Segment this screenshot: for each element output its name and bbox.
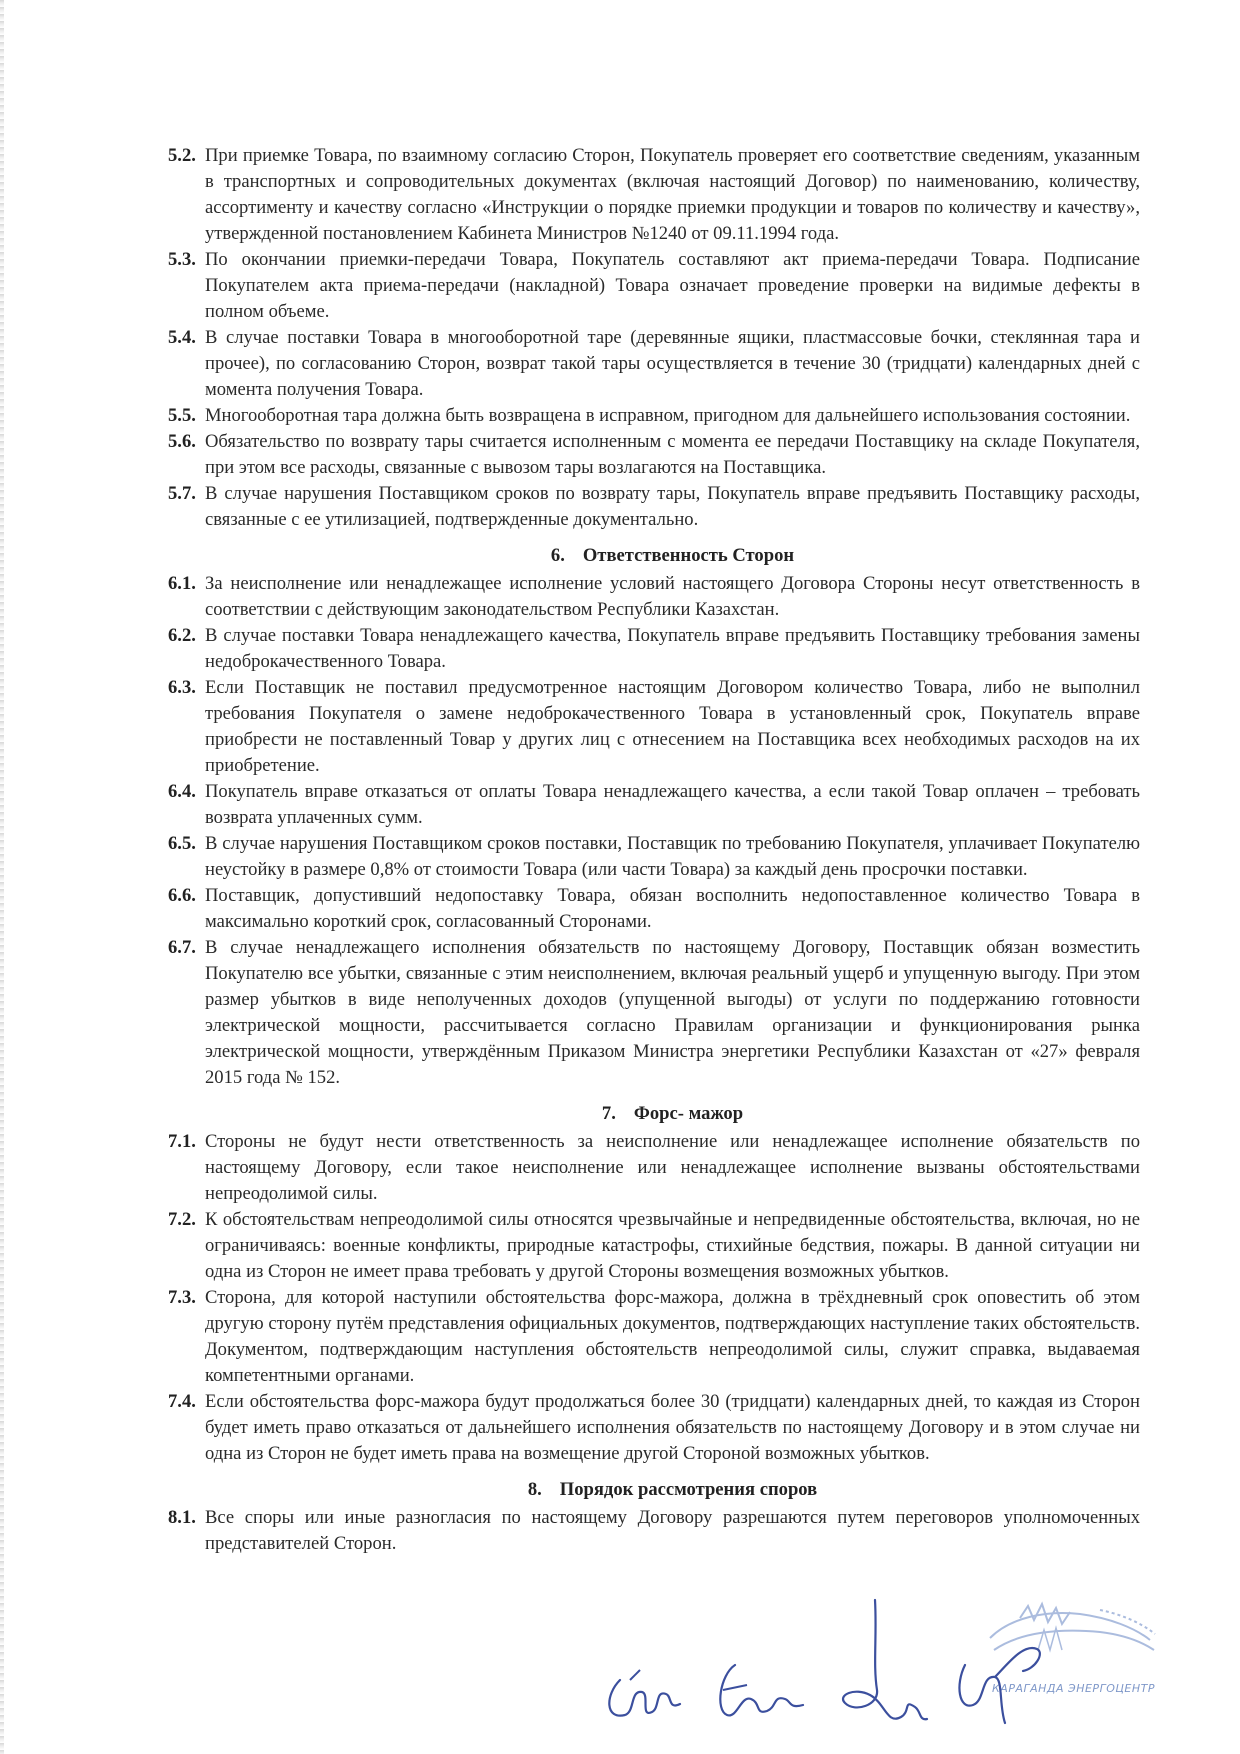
clause-7-4 bbox=[168, 1389, 1140, 1467]
clause-5-6 bbox=[168, 429, 1140, 481]
clause-text: В случае нарушения Поставщиком сроков по возврату тары, Покупатель вправе предъявить Поставщику расходы, связанные с ее утилизацией, подтвержденные документально. bbox=[205, 483, 1140, 530]
clause-7-2 bbox=[168, 1207, 1140, 1285]
clause-5-7 bbox=[168, 481, 1140, 533]
clause-number: 5.2. bbox=[168, 145, 196, 166]
clause-6-1 bbox=[168, 571, 1140, 623]
stamp-text: КАРАГАНДА ЭНЕРГОЦЕНТР bbox=[992, 1682, 1155, 1695]
clause-number: 6.1. bbox=[168, 573, 196, 594]
clause-text: Стороны не будут нести ответственность за неисполнение или ненадлежащее исполнение обязательств по настоящему Договору, если такое неисполнение или ненадлежащее исполнение вызваны обстоятельствами непреодолимой силы. bbox=[205, 1131, 1140, 1204]
section-6 bbox=[168, 543, 1140, 1091]
clause-number: 7.3. bbox=[168, 1287, 196, 1308]
signatures-area bbox=[600, 1625, 1160, 1745]
clause-number: 8.1. bbox=[168, 1507, 196, 1528]
clause-5-4 bbox=[168, 325, 1140, 403]
clause-text: Если Поставщик не поставил предусмотренное настоящим Договором количество Товара, либо не выполнил требования Покупателя о замене недоброкачественного Товара в установленный срок, Покупатель вправе приобрести не поставленный Товар у других лиц с отнесением на Поставщика всех необходимых расходов на их приобретение. bbox=[205, 677, 1140, 776]
clause-number: 6.4. bbox=[168, 781, 196, 802]
clause-6-3 bbox=[168, 675, 1140, 779]
section-7 bbox=[168, 1101, 1140, 1467]
clause-6-5 bbox=[168, 831, 1140, 883]
clause-text: Все споры или иные разногласия по настоящему Договору разрешаются путем переговоров уполномоченных представителей Сторон. bbox=[205, 1507, 1140, 1554]
signature-3 bbox=[815, 1595, 935, 1745]
clause-number: 7.2. bbox=[168, 1209, 196, 1230]
clause-number: 5.5. bbox=[168, 405, 196, 426]
section-number: 7. bbox=[601, 1103, 616, 1124]
signature-1 bbox=[600, 1660, 690, 1740]
clause-text: В случае ненадлежащего исполнения обязательств по настоящему Договору, Поставщик обязан возместить Покупателю все убытки, связанные с этим неисполнением, включая реальный ущерб и упущенную выгоду. При этом размер убытков в виде неполученных доходов (упущенной выгоды) от услуги по поддержанию готовности электрической мощности, рассчитывается согласно Правилам организации и функционирования рынка электрической мощности, утверждённым Приказом Министра энергетики Республики Казахстан от «27» февраля 2015 года № 152. bbox=[205, 937, 1140, 1088]
signature-4 bbox=[945, 1635, 1055, 1730]
clause-number: 6.6. bbox=[168, 885, 196, 906]
section-heading bbox=[168, 1101, 1140, 1127]
clause-text: В случае поставки Товара в многооборотной таре (деревянные ящики, пластмассовые бочки, стеклянная тара и прочее), по согласованию Сторон, возврат такой тары осуществляется в течение 30 (тридцати) календарных дней с момента получения Товара. bbox=[205, 327, 1140, 400]
clause-6-7 bbox=[168, 935, 1140, 1091]
clause-number: 5.7. bbox=[168, 483, 196, 504]
clause-text: Многооборотная тара должна быть возвращена в исправном, пригодном для дальнейшего использования состоянии. bbox=[205, 405, 1131, 426]
clause-text: В случае нарушения Поставщиком сроков поставки, Поставщик по требованию Покупателя, уплачивает Покупателю неустойку в размере 0,8% от стоимости Товара (или части Товара) за каждый день просрочки поставки. bbox=[205, 833, 1140, 880]
clause-6-4 bbox=[168, 779, 1140, 831]
clause-5-2 bbox=[168, 143, 1140, 247]
section-heading bbox=[168, 543, 1140, 569]
section-heading bbox=[168, 1477, 1140, 1503]
scan-edge-artifact bbox=[0, 0, 4, 1754]
clause-number: 6.2. bbox=[168, 625, 196, 646]
section-number: 6. bbox=[550, 545, 565, 566]
clause-7-1 bbox=[168, 1129, 1140, 1207]
clause-8-1 bbox=[168, 1505, 1140, 1557]
signature-2 bbox=[705, 1655, 815, 1740]
clause-text: К обстоятельствам непреодолимой силы относятся чрезвычайные и непредвиденные обстоятельства, включая, но не ограничиваясь: военные конфликты, природные катастрофы, стихийные бедствия, пожары. В данной ситуации ни одна из Сторон не имеет права требовать у другой Стороны возмещения возможных убытков. bbox=[205, 1209, 1140, 1282]
section-8 bbox=[168, 1477, 1140, 1557]
clause-number: 6.7. bbox=[168, 937, 196, 958]
clause-text: В случае поставки Товара ненадлежащего качества, Покупатель вправе предъявить Поставщику требования замены недоброкачественного Товара. bbox=[205, 625, 1140, 672]
clause-number: 7.4. bbox=[168, 1391, 196, 1412]
clause-text: При приемке Товара, по взаимному согласию Сторон, Покупатель проверяет его соответствие сведениям, указанным в транспортных и сопроводительных документах (включая настоящий Договор) по наименованию, количеству, ассортименту и качеству согласно «Инструкции о порядке приемки продукции и товаров по количеству и качеству», утвержденной постановлением Кабинета Министров №1240 от 09.11.1994 года. bbox=[205, 145, 1140, 244]
section-title: Порядок рассмотрения споров bbox=[559, 1479, 818, 1500]
section-number: 8. bbox=[527, 1479, 542, 1500]
clause-5-5 bbox=[168, 403, 1140, 429]
section-title: Форс- мажор bbox=[633, 1103, 744, 1124]
document-body bbox=[168, 143, 1140, 1557]
clause-text: Покупатель вправе отказаться от оплаты Товара ненадлежащего качества, а если такой Товар оплачен – требовать возврата уплаченных сумм. bbox=[205, 781, 1140, 828]
clause-text: Если обстоятельства форс-мажора будут продолжаться более 30 (тридцати) календарных дней, то каждая из Сторон будет иметь право отказаться от дальнейшего исполнения обязательств по настоящему Договору и в этом случае ни одна из Сторон не будет иметь права на возмещение другой Стороной возможных убытков. bbox=[205, 1391, 1140, 1464]
clause-number: 6.5. bbox=[168, 833, 196, 854]
clause-6-6 bbox=[168, 883, 1140, 935]
clause-text: Поставщик, допустивший недопоставку Товара, обязан восполнить недопоставленное количество Товара в максимально короткий срок, согласованный Сторонами. bbox=[205, 885, 1140, 932]
clause-text: По окончании приемки-передачи Товара, Покупатель составляют акт приема-передачи Товара. Подписание Покупателем акта приема-передачи (накладной) Товара означает проведение проверки на видимые дефекты в полном объеме. bbox=[205, 249, 1140, 322]
clause-number: 6.3. bbox=[168, 677, 196, 698]
clause-text: За неисполнение или ненадлежащее исполнение условий настоящего Договора Стороны несут ответственность в соответствии с действующим законодательством Республики Казахстан. bbox=[205, 573, 1140, 620]
clause-number: 5.3. bbox=[168, 249, 196, 270]
clause-number: 5.6. bbox=[168, 431, 196, 452]
clause-text: Обязательство по возврату тары считается исполненным с момента ее передачи Поставщику на складе Покупателя, при этом все расходы, связанные с вывозом тары возлагаются на Поставщика. bbox=[205, 431, 1140, 478]
clause-5-3 bbox=[168, 247, 1140, 325]
clause-6-2 bbox=[168, 623, 1140, 675]
clause-number: 7.1. bbox=[168, 1131, 196, 1152]
clause-7-3 bbox=[168, 1285, 1140, 1389]
section-title: Ответственность Сторон bbox=[582, 545, 795, 566]
section-5 bbox=[168, 143, 1140, 533]
clause-number: 5.4. bbox=[168, 327, 196, 348]
clause-text: Сторона, для которой наступили обстоятельства форс-мажора, должна в трёхдневный срок оповестить об этом другую сторону путём представления официальных документов, подтверждающих наступление таких обстоятельств. Документом, подтверждающим наступления обстоятельств непреодолимой силы, служит справка, выдаваемая компетентными органами. bbox=[205, 1287, 1140, 1386]
